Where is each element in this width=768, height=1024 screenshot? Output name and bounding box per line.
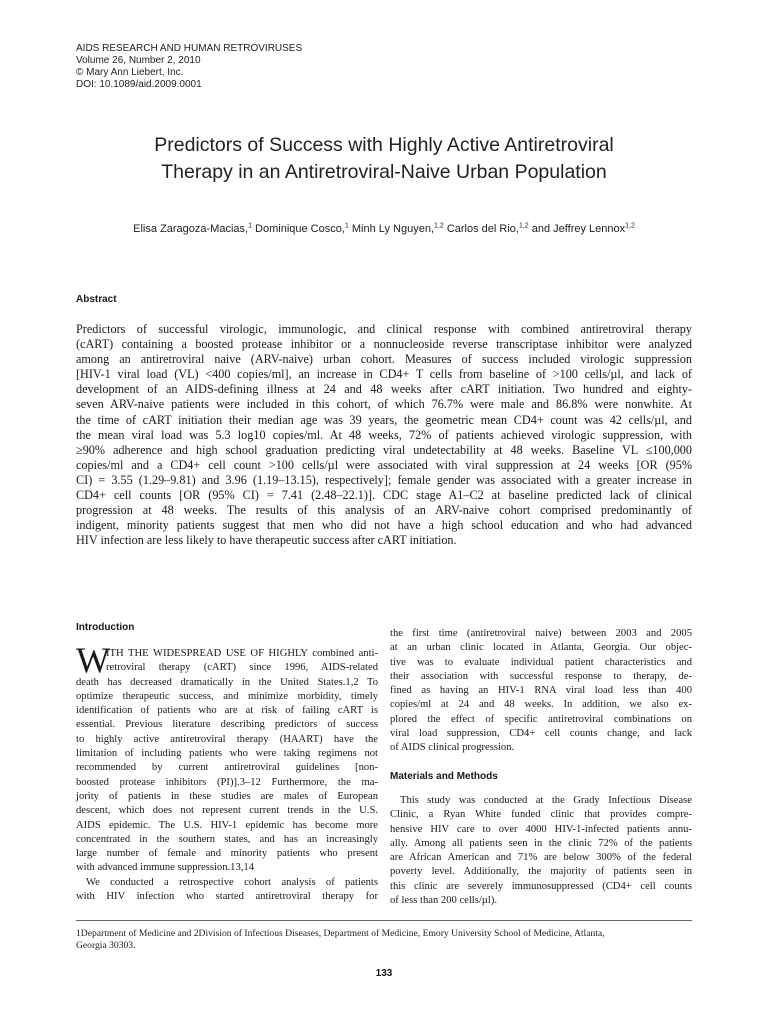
intro-line: concentrated in the southern states, and has an increasingly bbox=[76, 833, 378, 845]
author-affiliation-mark: 1,2 bbox=[625, 222, 635, 230]
methods-line: are African American and 71% are below 300% of the federal bbox=[390, 852, 692, 864]
journal-name: AIDS RESEARCH AND HUMAN RETROVIRUSES bbox=[76, 43, 303, 54]
author-name: Elisa Zaragoza-Macias, bbox=[133, 223, 249, 235]
intro-line: We conducted a retrospective cohort analysis of patients bbox=[86, 876, 378, 888]
methods-body bbox=[390, 794, 692, 908]
journal-header bbox=[76, 43, 302, 91]
right-line: of AIDS clinical progression. bbox=[390, 742, 515, 754]
abstract-line: the mean viral load was 5.3 log10 copies/ml. At 48 weeks, 72% of patients achieved virologic suppression, with bbox=[76, 427, 692, 442]
right-line: the first time (antiretroviral naive) between 2003 and 2005 bbox=[390, 628, 692, 639]
footnote-divider bbox=[76, 920, 692, 921]
abstract-line: [HIV-1 viral load (VL) <400 copies/ml], an increase in CD4+ T cells from baseline of >100 cells/µl, and lack of bbox=[76, 367, 692, 382]
methods-line: This study was conducted at the Grady Infectious Disease bbox=[400, 795, 692, 806]
author-name: Dominique Cosco, bbox=[251, 223, 345, 235]
right-line: at an urban clinic located in Atlanta, Georgia. Our objec- bbox=[390, 642, 692, 654]
methods-heading: Materials and Methods bbox=[390, 771, 498, 782]
intro-line: boosted protease inhibitors (PI)].3–12 Furthermore, the ma- bbox=[76, 776, 378, 788]
intro-line: limitation of including patients who were taking regimens not bbox=[76, 748, 378, 760]
right-line: tive was to evaluate individual patient characteristics and bbox=[390, 656, 692, 668]
intro-line: retroviral therapy (cART) since 1996, AIDS-related bbox=[106, 662, 378, 674]
methods-line: Clinic, a Ryan White funded clinic that provides compre- bbox=[390, 809, 692, 821]
author-affiliation-mark: 1 bbox=[344, 222, 349, 230]
abstract-line: copies/ml and a CD4+ cell count >100 cells/µl were associated with viral suppression at 24 weeks [OR (95% bbox=[76, 457, 692, 472]
journal-doi: DOI: 10.1089/aid.2009.0001 bbox=[76, 79, 202, 90]
abstract-line: CD4+ cell counts [OR (95% CI) = 7.41 (2.48–22.1)]. CDC stage A1–C2 at baseline predicted lack of clinical bbox=[76, 488, 692, 503]
intro-line: death has decreased dramatically in the United States.1,2 To bbox=[76, 676, 378, 688]
right-column-intro-continued bbox=[390, 627, 692, 756]
intro-line: AIDS epidemic. The U.S. HIV-1 epidemic has become more bbox=[76, 819, 378, 831]
intro-line: recommended by current antiretroviral guidelines [non- bbox=[76, 762, 378, 774]
footnote-line: Georgia 30303. bbox=[76, 940, 136, 951]
intro-line: large number of female and minority patients who present bbox=[76, 848, 378, 860]
intro-line: to highly active antiretroviral therapy (HAART) have the bbox=[76, 733, 378, 745]
intro-line: jority of patients in these studies are males of European bbox=[76, 790, 378, 802]
intro-line: descent, which does not represent current trends in the U.S. bbox=[76, 805, 378, 817]
page-number: 133 bbox=[375, 968, 393, 979]
right-line: fined as having an HIV-1 RNA viral load less than 400 bbox=[390, 685, 692, 697]
abstract-line: among an antiretroviral naive (ARV-naive) urban cohort. Measures of success included virologic suppression bbox=[76, 352, 692, 367]
intro-line: identification of patients who are at risk of failing cART is bbox=[76, 705, 378, 717]
affiliation-footnote bbox=[76, 928, 692, 952]
author-name: Minh Ly Nguyen, bbox=[348, 223, 435, 235]
methods-line: poverty level. Additionally, the majority of patients seen in bbox=[390, 866, 692, 878]
abstract-line: the time of cART initiation their median age was 39 years, the geometric mean CD4+ count was 42 cells/µl, and bbox=[76, 412, 692, 427]
abstract-line: CI) = 3.55 (1.29–9.81) and 3.96 (1.19–13.15), respectively]; female gender was associated with a greater increase in bbox=[76, 472, 692, 487]
introduction-opening bbox=[76, 640, 378, 680]
abstract-line: Predictors of successful virologic, immunologic, and clinical response with combined antiretroviral therapy bbox=[76, 322, 692, 336]
author-name: and Jeffrey Lennox bbox=[528, 223, 626, 235]
intro-line: ITH THE WIDESPREAD USE OF HIGHLY combined anti- bbox=[106, 648, 378, 659]
journal-volume: Volume 26, Number 2, 2010 bbox=[76, 55, 201, 66]
abstract-line: (cART) containing a boosted protease inhibitor or a nonnucleoside reverse transcriptase inhibitor were analyzed bbox=[76, 337, 692, 352]
methods-line: hensive HIV care to over 4000 HIV-1-infected patients annu- bbox=[390, 823, 692, 835]
methods-line: of less than 200 cells/µl). bbox=[390, 895, 498, 907]
abstract-line: seven ARV-naive patients were included in this cohort, of which 76.7% were male and 86.8% were nonwhite. At bbox=[76, 397, 692, 412]
author-list bbox=[60, 222, 708, 236]
intro-line: optimize therapeutic success, and minimize morbidity, timely bbox=[76, 690, 378, 702]
abstract-line: indigent, minority patients suggest that men who did not have a high school education and who had advanced bbox=[76, 518, 692, 533]
abstract-line: progression at 48 weeks. The results of this analysis of an ARV-naive cohort comprised predominantly of bbox=[76, 503, 692, 518]
abstract-line: ≥90% adherence and high school graduation predicting viral undetectability at 48 weeks. Baseline VL ≤100,000 bbox=[76, 442, 692, 457]
intro-line: with HIV infection who started antiretroviral therapy for bbox=[76, 891, 378, 903]
right-line: their association with successful response to therapy, de- bbox=[390, 670, 692, 682]
author-name: Carlos del Rio, bbox=[443, 223, 519, 235]
introduction-heading: Introduction bbox=[76, 622, 135, 633]
right-line: plored the effect of specific antiretroviral combinations on bbox=[390, 713, 692, 725]
abstract-heading: Abstract bbox=[76, 294, 117, 305]
drop-cap: W bbox=[76, 640, 110, 680]
abstract-line: development of an AIDS-defining illness at 24 and 48 weeks after cART initiation. Two hundred and eighty- bbox=[76, 382, 692, 397]
abstract-line: HIV infection are less likely to have therapeutic success after cART initiation. bbox=[76, 533, 457, 548]
introduction-body bbox=[76, 640, 378, 904]
article-title bbox=[90, 132, 678, 186]
methods-line: this clinic are severely immunosuppressed (CD4+ cell counts bbox=[390, 880, 692, 892]
intro-line: essential. Previous literature describing predictors of success bbox=[76, 719, 378, 731]
author-affiliation-mark: 1,2 bbox=[518, 222, 529, 230]
abstract-body bbox=[76, 322, 692, 548]
title-line-2: Therapy in an Antiretroviral-Naive Urban Population bbox=[161, 161, 607, 183]
journal-copyright: © Mary Ann Liebert, Inc. bbox=[76, 67, 184, 78]
title-line-1: Predictors of Success with Highly Active Antiretroviral bbox=[154, 134, 614, 156]
footnote-line: 1Department of Medicine and 2Division of Infectious Diseases, Department of Medicine, Emory University School of Medicine, Atlanta, bbox=[76, 928, 605, 939]
intro-line: with advanced immune suppression.13,14 bbox=[76, 862, 255, 874]
author-affiliation-mark: 1,2 bbox=[434, 222, 444, 230]
right-line: viral load suppression, CD4+ cell counts change, and lack bbox=[390, 728, 692, 740]
author-affiliation-mark: 1 bbox=[248, 222, 252, 230]
methods-line: ally. Among all patients seen in the clinic 72% of the patients bbox=[390, 837, 692, 849]
right-line: copies/ml at 24 and 48 weeks. In addition, we also ex- bbox=[390, 699, 692, 711]
